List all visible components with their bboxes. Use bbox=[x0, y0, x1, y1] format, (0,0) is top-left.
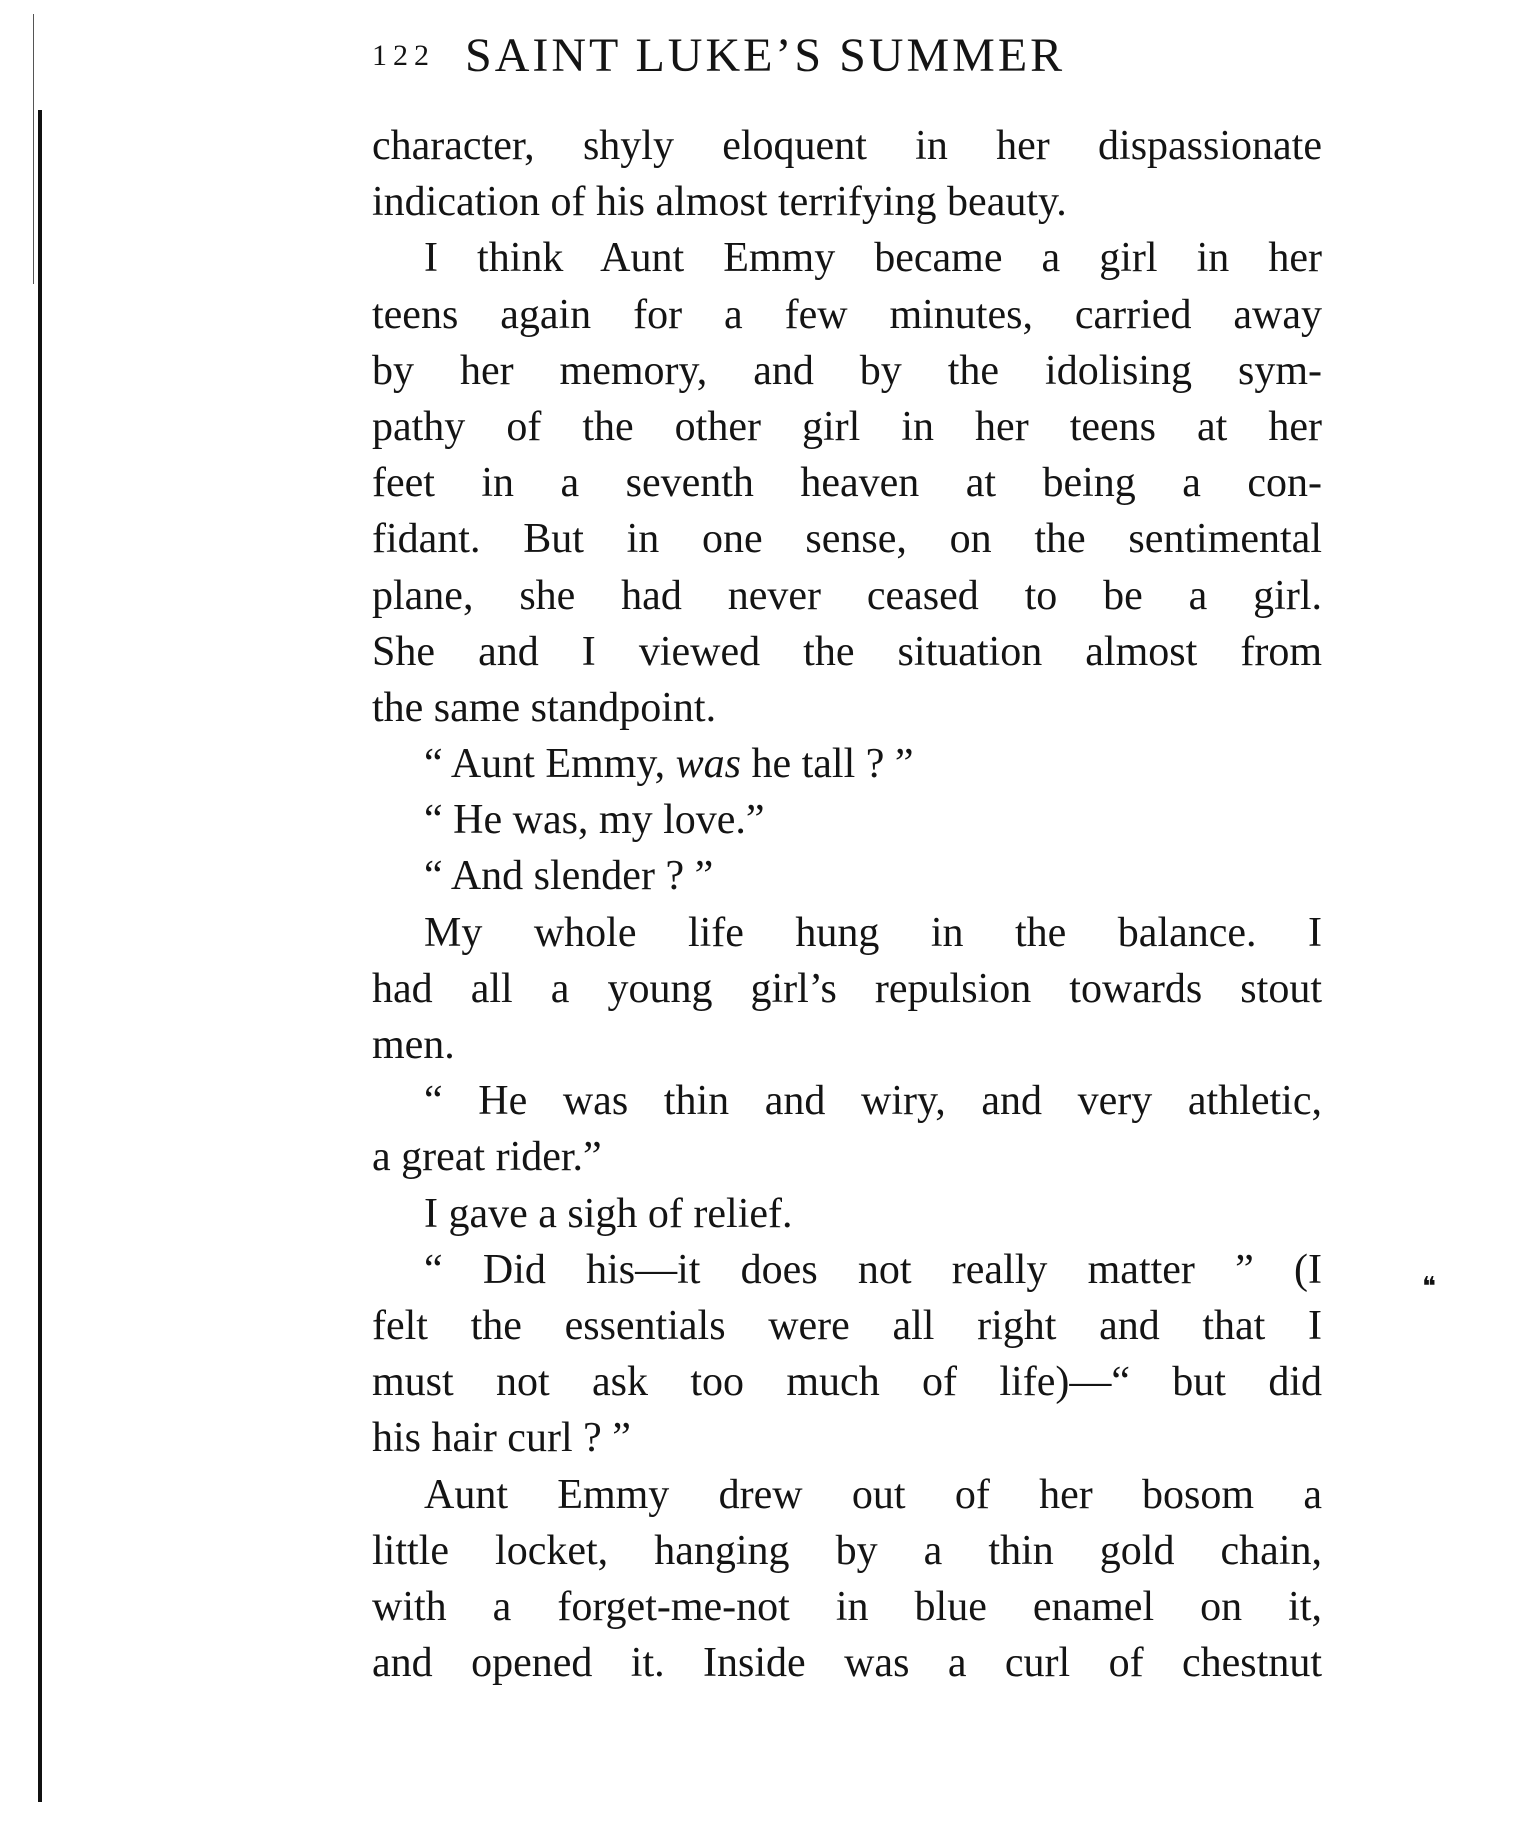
text-line: indication of his almost terrifying beauty. bbox=[372, 179, 1067, 226]
text-line: pathy of the other girl in her teens at her bbox=[372, 403, 1322, 450]
text-line: fidant. But in one sense, on the sentimental bbox=[372, 516, 1322, 563]
text-line: little locket, hanging by a thin gold chain, bbox=[372, 1527, 1322, 1574]
scan-edge-line bbox=[38, 110, 42, 1802]
text-line: character, shyly eloquent in her dispassionate bbox=[372, 123, 1322, 169]
running-head: SAINT LUKE’S SUMMER bbox=[465, 29, 1066, 82]
text-line: the same standpoint. bbox=[372, 684, 717, 731]
text-line: “ Aunt Emmy, was he tall ? ” bbox=[424, 741, 914, 788]
text-line: I think Aunt Emmy became a girl in her bbox=[424, 235, 1322, 282]
text-line: felt the essentials were all right and that I bbox=[372, 1302, 1322, 1349]
text-line: My whole life hung in the balance. I bbox=[424, 909, 1322, 956]
text-line: had all a young girl’s repulsion towards stout bbox=[372, 965, 1322, 1012]
text-line: and opened it. Inside was a curl of chestnut bbox=[372, 1640, 1322, 1687]
text-line: his hair curl ? ” bbox=[372, 1415, 631, 1462]
page-number: 122 bbox=[372, 38, 435, 72]
text-line: I gave a sigh of relief. bbox=[424, 1190, 793, 1237]
text-line: She and I viewed the situation almost from bbox=[372, 628, 1322, 675]
body-text bbox=[372, 118, 1322, 1691]
page-header bbox=[372, 28, 1332, 98]
text-line: “ He was thin and wiry, and very athletic, bbox=[424, 1078, 1322, 1125]
emphasis: was bbox=[675, 741, 741, 788]
text-line: feet in a seventh heaven at being a con- bbox=[372, 460, 1322, 507]
text-line: Aunt Emmy drew out of her bosom a bbox=[424, 1471, 1322, 1518]
margin-mark: ❝ bbox=[1422, 1272, 1436, 1302]
text-line: a great rider.” bbox=[372, 1134, 602, 1181]
text-line: plane, she had never ceased to be a girl. bbox=[372, 572, 1322, 619]
text-line: with a forget-me-not in blue enamel on it, bbox=[372, 1583, 1322, 1630]
text-line: teens again for a few minutes, carried away bbox=[372, 291, 1322, 338]
text-line: “ He was, my love.” bbox=[424, 797, 765, 844]
scan-edge-line-thin bbox=[33, 14, 34, 284]
text-line: by her memory, and by the idolising sym- bbox=[372, 347, 1322, 394]
text-line: men. bbox=[372, 1022, 455, 1068]
text-line: “ Did his—it does not really matter ” (I bbox=[424, 1246, 1322, 1293]
text-line: must not ask too much of life)—“ but did bbox=[372, 1359, 1322, 1406]
text-line: “ And slender ? ” bbox=[424, 853, 714, 900]
